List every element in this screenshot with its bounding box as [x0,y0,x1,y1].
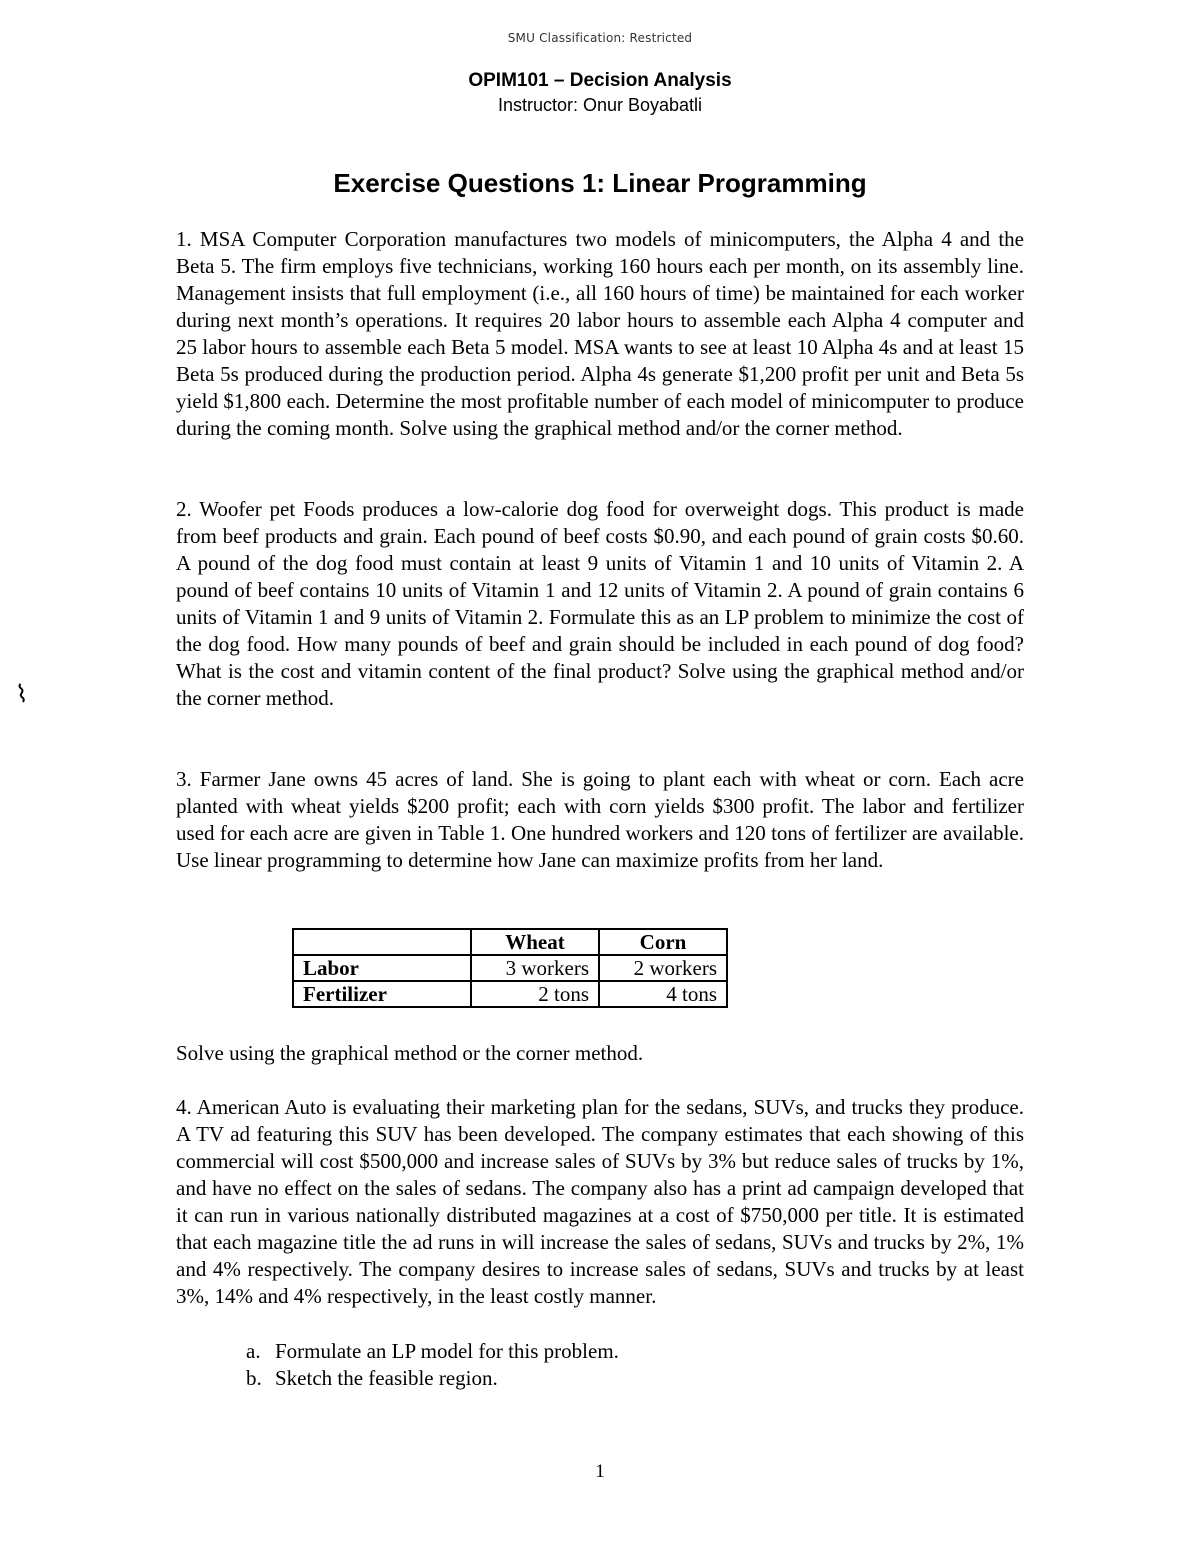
table-row-label: Fertilizer [293,981,471,1007]
table-cell: 2 tons [471,981,599,1007]
list-item-letter: b. [246,1366,262,1390]
list-item-text: Sketch the feasible region. [275,1366,498,1390]
table-header-wheat: Wheat [471,929,599,955]
list-item [246,1365,498,1392]
question-3: 3. Farmer Jane owns 45 acres of land. She is going to plant each with wheat or corn. Each acre planted with wheat yields $200 profit; each with corn yields $300 profit. The labor and fertilizer used for each acre are given in Table 1. One hundred workers and 120 tons of fertilizer are available. Use linear programming to determine how Jane can maximize profits from her land. [176,767,1024,872]
question-3-solve-note: Solve using the graphical method or the corner method. [176,1041,644,1065]
table-header-corn: Corn [599,929,727,955]
table-row-label: Labor [293,955,471,981]
table-1 [292,928,728,1008]
table-header-cell [293,929,471,955]
question-1: 1. MSA Computer Corporation manufactures two models of minicomputers, the Alpha 4 and the Beta 5. The firm employs five technicians, working 160 hours each per month, on its assembly line. Management insists that full employment (i.e., all 160 hours of time) be maintained for each worker during next month’s operations. It requires 20 labor hours to assemble each Alpha 4 computer and 25 labor hours to assemble each Beta 5 model. MSA wants to see at least 10 Alpha 4s and at least 15 Beta 5s produced during the production period. Alpha 4s generate $1,200 profit per unit and Beta 5s yield $1,800 each. Determine the most profitable number of each model of minicomputer to produce during the coming month. Solve using the graphical method and/or the corner method. [176,227,1024,440]
list-item [246,1338,619,1365]
table-cell: 4 tons [599,981,727,1007]
table-header-row [293,929,727,955]
table-row [293,955,727,981]
list-item-text: Formulate an LP model for this problem. [275,1339,619,1363]
course-title: OPIM101 – Decision Analysis [468,70,732,91]
page-title: Exercise Questions 1: Linear Programming [333,168,867,198]
instructor-line: Instructor: Onur Boyabatli [497,95,703,115]
question-2: 2. Woofer pet Foods produces a low-calorie dog food for overweight dogs. This product is made from beef products and grain. Each pound of beef costs $0.90, and each pound of grain costs $0.60. A pound of the dog food must contain at least 9 units of Vitamin 1 and 10 units of Vitamin 2. A pound of beef contains 10 units of Vitamin 1 and 12 units of Vitamin 2. A pound of grain contains 6 units of Vitamin 1 and 9 units of Vitamin 2. Formulate this as an LP problem to minimize the cost of the dog food. How many pounds of beef and grain should be included in each pound of dog food? What is the cost and vitamin content of the final product? Solve using the graphical method and/or the corner method. [176,497,1024,710]
table-cell: 3 workers [471,955,599,981]
table-cell: 2 workers [599,955,727,981]
page-number: 1 [595,1461,605,1482]
question-4: 4. American Auto is evaluating their marketing plan for the sedans, SUVs, and trucks they produce. A TV ad featuring this SUV has been developed. The company estimates that each showing of this commercial will cost $500,000 and increase sales of SUVs by 3% but reduce sales of trucks by 1%, and have no effect on the sales of sedans. The company also has a print ad campaign developed that it can run in various nationally distributed magazines at a cost of $750,000 per title. It is estimated that each magazine title the ad runs in will increase the sales of sedans, SUVs and trucks by 2%, 1% and 4% respectively. The company desires to increase sales of sedans, SUVs and trucks by at least 3%, 14% and 4% respectively, in the least costly manner. [176,1095,1024,1308]
table-row [293,981,727,1007]
margin-mark: ⌇ [14,681,30,709]
classification-label: SMU Classification: Restricted [507,31,693,45]
list-item-letter: a. [246,1339,261,1363]
